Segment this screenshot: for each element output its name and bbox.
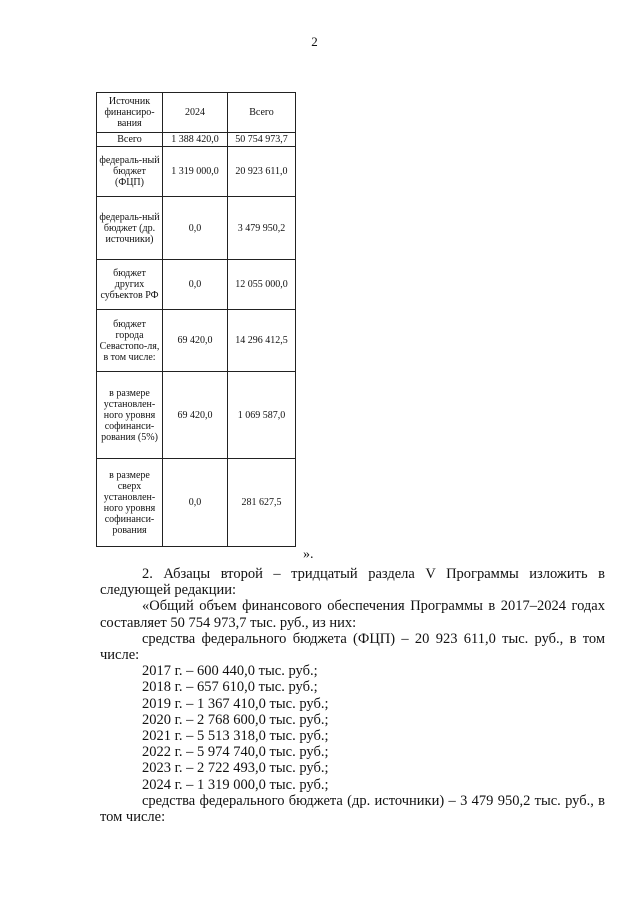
page-number: 2 [311, 34, 318, 49]
row-2024: 0,0 [163, 459, 228, 547]
financing-table [96, 92, 296, 547]
row-source: Всего [97, 133, 163, 147]
year-line: 2019 г. – 1 367 410,0 тыс. руб.; [142, 695, 329, 712]
table-row [97, 459, 296, 547]
body-text [100, 566, 605, 825]
row-2024: 1 388 420,0 [163, 133, 228, 147]
row-source: в размере установлен-ного уровня софинанси-рования (5%) [97, 372, 163, 459]
row-total: 20 923 611,0 [228, 147, 296, 197]
table-row [97, 133, 296, 147]
row-source: бюджет других субъектов РФ [97, 260, 163, 310]
year-line: 2021 г. – 5 513 318,0 тыс. руб.; [142, 728, 329, 745]
row-source: федераль-ный бюджет (др. источники) [97, 197, 163, 260]
row-2024: 69 420,0 [163, 310, 228, 372]
row-2024: 1 319 000,0 [163, 147, 228, 197]
row-source: в размере сверх установлен-ного уровня софинанси-рования [97, 459, 163, 547]
table-row [97, 372, 296, 459]
table-header-row [97, 93, 296, 133]
row-total: 1 069 587,0 [228, 372, 296, 459]
year-line: 2017 г. – 600 440,0 тыс. руб.; [142, 663, 318, 680]
table-row [97, 197, 296, 260]
paragraph-federal-fcp: средства федерального бюджета (ФЦП) – 20 923 611,0 тыс. руб., в том числе: [100, 630, 605, 664]
table-row [97, 310, 296, 372]
year-line: 2022 г. – 5 974 740,0 тыс. руб.; [142, 744, 329, 761]
row-total: 3 479 950,2 [228, 197, 296, 260]
table-row [97, 147, 296, 197]
paragraph-total-funding: «Общий объем финансового обеспечения Программы в 2017–2024 годах составляет 50 754 973,7 тыс. руб., из них: [100, 598, 605, 631]
year-line: 2024 г. – 1 319 000,0 тыс. руб.; [142, 776, 329, 793]
header-2024: 2024 [163, 93, 228, 133]
row-total: 14 296 412,5 [228, 310, 296, 372]
header-source: Источник финансиро-вания [97, 93, 163, 133]
row-2024: 69 420,0 [163, 372, 228, 459]
paragraph-federal-other: средства федерального бюджета (др. источники) – 3 479 950,2 тыс. руб., в том числе: [100, 792, 605, 826]
year-line: 2018 г. – 657 610,0 тыс. руб.; [142, 679, 318, 696]
row-total: 12 055 000,0 [228, 260, 296, 310]
row-source: бюджет города Севастопо-ля, в том числе: [97, 310, 163, 372]
table-row [97, 260, 296, 310]
row-total: 281 627,5 [228, 459, 296, 547]
year-line: 2020 г. – 2 768 600,0 тыс. руб.; [142, 711, 329, 728]
year-line: 2023 г. – 2 722 493,0 тыс. руб.; [142, 760, 329, 777]
closing-quote: ». [303, 547, 314, 562]
row-2024: 0,0 [163, 197, 228, 260]
row-total: 50 754 973,7 [228, 133, 296, 147]
header-total: Всего [228, 93, 296, 133]
row-2024: 0,0 [163, 260, 228, 310]
paragraph-amendment: 2. Абзацы второй – тридцатый раздела V Программы изложить в следующей редакции: [100, 566, 605, 599]
row-source: федераль-ный бюджет (ФЦП) [97, 147, 163, 197]
